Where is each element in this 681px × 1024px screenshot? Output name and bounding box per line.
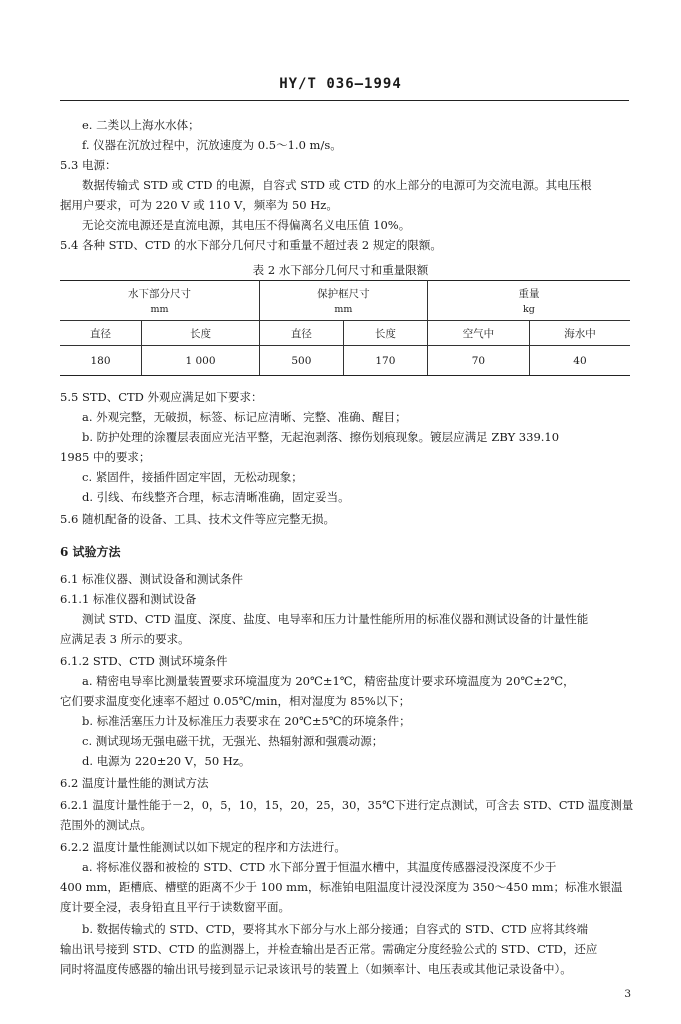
- list-item-a: a. 精密电导率比测量装置要求环境温度为 20℃±1℃，精密盐度计要求环境温度为 20℃±2℃，: [82, 674, 575, 688]
- header-rule: [60, 100, 629, 101]
- clause-5-4: 5.4 各种 STD、CTD 的水下部分几何尺寸和重量不超过表 2 规定的限额。: [60, 238, 442, 252]
- paragraph-line: 它们要求温度变化速率不超过 0.05℃/min，相对湿度为 85%以下；: [60, 694, 411, 708]
- table-cell: 500: [259, 346, 343, 376]
- list-item-f: f. 仪器在沉放过程中，沉放速度为 0.5～1.0 m/s。: [82, 138, 342, 152]
- list-item-c: c. 紧固件，接插件固定牢固，无松动现象；: [82, 470, 303, 484]
- paragraph-line: 输出讯号接到 STD、CTD 的监测器上，并检查输出是否正常。需确定分度经验公式的 STD、CTD，还应: [60, 942, 598, 956]
- list-item-d: d. 引线、布线整齐合理，标志清晰准确，固定妥当。: [82, 490, 350, 504]
- table-cell: 1 000: [142, 346, 260, 376]
- paragraph-line: 400 mm，距槽底、槽壁的距离不少于 100 mm，标准铂电阻温度计浸没深度为 350～450 mm；标准水银温: [60, 880, 623, 894]
- clause-6-2: 6.2 温度计量性能的测试方法: [60, 776, 209, 790]
- table-cell: 40: [529, 346, 630, 376]
- paragraph-line: 应满足表 3 所示的要求。: [60, 632, 190, 646]
- clause-5-5: 5.5 STD、CTD 外观应满足如下要求：: [60, 390, 263, 404]
- paragraph-line: 1985 中的要求；: [60, 450, 151, 464]
- table-group-header: 重量 kg: [427, 281, 630, 321]
- list-item-c: c. 测试现场无强电磁干扰，无强光、热辐射源和强震动源；: [82, 734, 384, 748]
- table-row: [60, 346, 630, 376]
- table-subheader: 长度: [142, 321, 260, 346]
- clause-5-3-heading: 5.3 电源：: [60, 158, 117, 172]
- clause-6-1: 6.1 标准仪器、测试设备和测试条件: [60, 572, 243, 586]
- table-subheader: 直径: [259, 321, 343, 346]
- paragraph-line: 无论交流电源还是直流电源，其电压不得偏离名义电压值 10%。: [82, 218, 411, 232]
- list-item-b: b. 标准活塞压力计及标准压力表要求在 20℃±5℃的环境条件；: [82, 714, 411, 728]
- paragraph-line: 范围外的测试点。: [60, 818, 152, 832]
- page-number: 3: [624, 988, 631, 1000]
- paragraph-line: 据用户要求，可为 220 V 或 110 V，频率为 50 Hz。: [60, 198, 338, 212]
- paragraph-line: 度计要全浸，表身铅直且平行于读数窗平面。: [60, 900, 290, 914]
- table-subheader: 直径: [60, 321, 142, 346]
- table-group-header-row: [60, 281, 630, 321]
- clause-5-6: 5.6 随机配备的设备、工具、技术文件等应完整无损。: [60, 512, 335, 526]
- table-subheader: 空气中: [427, 321, 529, 346]
- list-item-b: b. 数据传输式的 STD、CTD，要将其水下部分与水上部分接通；自容式的 STD、CTD 应将其终端: [82, 922, 589, 936]
- list-item-b: b. 防护处理的涂覆层表面应光洁平整，无起泡剥落、擦伤划痕现象。镀层应满足 ZBY 339.10: [82, 430, 560, 444]
- paragraph-line: 同时将温度传感器的输出讯号接到显示记录该讯号的装置上（如频率计、电压表或其他记录设备中）。: [60, 962, 572, 976]
- paragraph-line: 数据传输式 STD 或 CTD 的电源，自容式 STD 或 CTD 的水上部分的电源可为交流电源。其电压根: [82, 178, 592, 192]
- limits-table: [60, 280, 630, 376]
- table-group-header: 水下部分尺寸 mm: [60, 281, 259, 321]
- table-cell: 180: [60, 346, 142, 376]
- paragraph-line: 测试 STD、CTD 温度、深度、盐度、电导率和压力计量性能所用的标准仪器和测试设备的计量性能: [82, 612, 589, 626]
- table-subheader-row: [60, 321, 630, 346]
- clause-6-1-2: 6.1.2 STD、CTD 测试环境条件: [60, 654, 228, 668]
- clause-6-2-2: 6.2.2 温度计量性能测试以如下规定的程序和方法进行。: [60, 840, 346, 854]
- clause-6-2-1: 6.2.1 温度计量性能于－2，0，5，10，15，20，25，30，35℃下进行定点测试，可含去 STD、CTD 温度测量: [60, 798, 634, 812]
- table-subheader: 海水中: [529, 321, 630, 346]
- table-subheader: 长度: [343, 321, 427, 346]
- table-cell: 170: [343, 346, 427, 376]
- list-item-a: a. 外观完整，无破损，标签、标记应清晰、完整、准确、醒目；: [82, 410, 407, 424]
- section-6-heading: 6 试验方法: [60, 545, 121, 559]
- clause-6-1-1: 6.1.1 标准仪器和测试设备: [60, 592, 197, 606]
- list-item-d: d. 电源为 220±20 V，50 Hz。: [82, 754, 251, 768]
- list-item-e: e. 二类以上海水水体；: [82, 118, 200, 132]
- table-caption: 表 2 水下部分几何尺寸和重量限额: [252, 263, 429, 277]
- list-item-a: a. 将标准仪器和被检的 STD、CTD 水下部分置于恒温水槽中，其温度传感器浸没深度不少于: [82, 860, 557, 874]
- standard-number-header: HY/T 036—1994: [279, 76, 402, 92]
- table-group-header: 保护框尺寸 mm: [259, 281, 427, 321]
- table-cell: 70: [427, 346, 529, 376]
